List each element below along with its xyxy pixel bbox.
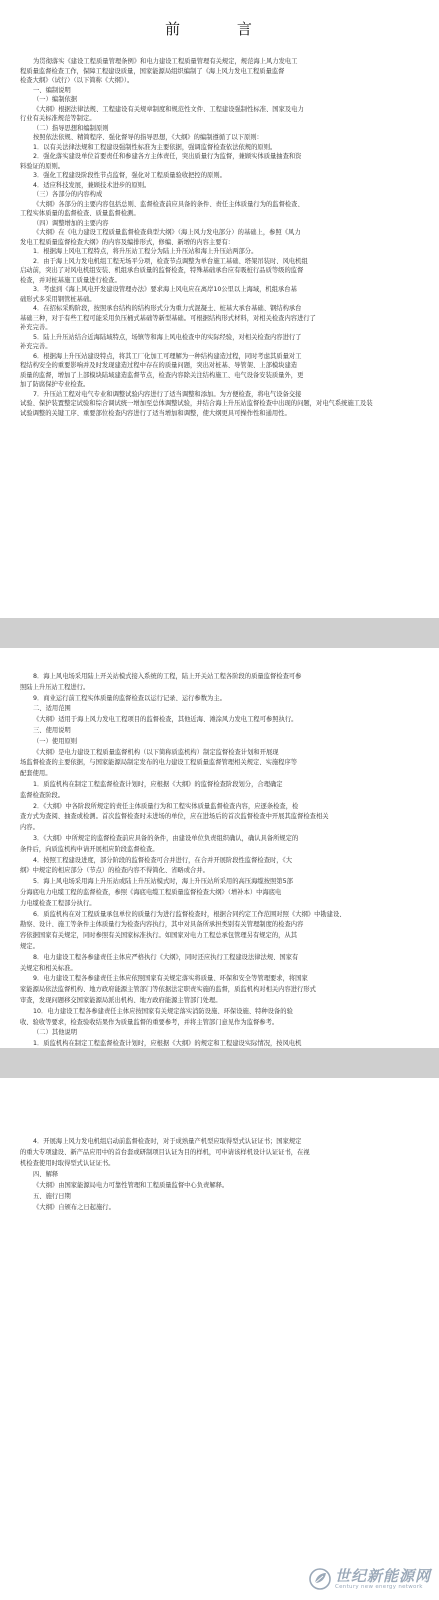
paragraph-line: 纲》中规定的相应部分（节点）的检查内容不得简化、省略或合并。: [20, 867, 209, 875]
section-heading: （二）其他说明: [33, 1029, 78, 1037]
paragraph-line: 6．质监机构在对工程质量承包单位的质量行为进行监督检查时，根据合同约定工作范围对照《大纲》中勘建设、: [33, 910, 346, 918]
page-1-content: [0, 0, 439, 418]
paragraph-line: 1．以有关法律法规和工程建设强制性标准为主要依据，强调监督检查依法依规的原则。: [33, 143, 277, 151]
document-title: 前 言: [165, 20, 278, 38]
watermark-cn: 世纪新能源网: [334, 1567, 431, 1585]
paragraph-line: 3．强化工程建设阶段性节点监督，强化对工程质量验收把控的原则。: [33, 172, 226, 179]
paragraph-line: 收、验收等要求，检查验收结果作为质量监督的重要参考，并将主管部门意见作为监督参考。: [20, 1018, 279, 1026]
paragraph-line: 力电缆检查工程部分执行。: [20, 899, 96, 907]
page-1: [0, 0, 439, 618]
paragraph-line: 7．升压站工程对电气专业和调整试验内容进行了适当调整和添加。为方便检查，将电气设备交接: [33, 390, 302, 398]
paragraph-line: 料验证的原则。: [20, 162, 65, 170]
paragraph-line: 2．《大纲》中各阶段所规定的责任主体质量行为和工程实体质量监督检查内容，应逐条检查，检: [33, 802, 299, 810]
paragraph-line: 发电工程质量监督检查大纲》的内容及编排形式，修编、新增的内容主要有：: [20, 238, 235, 246]
paragraph-line: 3．考虑到《海上风电开发建设管理办法》要求海上风电应在离岸10公里以上海域，机组承台基: [33, 286, 297, 293]
paragraph-line: 家能源局依法监督机构、地方政府能源主管部门等依据法定职责实施的监督，质监机构对相关内容进行形式: [20, 986, 316, 994]
paragraph-line: 《大纲》是电力建设工程质量监督机构（以下简称质监机构）制定监督检查计划和开展现: [33, 748, 279, 756]
paragraph-line: 场监督检查的主要依据，与国家能源局制定发布的电力建设工程质量监督管理相关规定、实施程序等: [20, 759, 298, 767]
paragraph-line: 规定。: [20, 942, 39, 950]
paragraph-line: 审查，发现问题移交国家能源局派出机构、地方政府能源主管部门处理。: [20, 996, 222, 1004]
paragraph-line: 按照依法依规、精简程序、强化督导的指导思想，《大纲》的编制遵循了以下原则：: [33, 134, 263, 141]
paragraph-line: 加了防腐保护专业检查。: [20, 381, 90, 388]
paragraph-line: 勘察、设计、施工等条件主体质量行为检查内容执行，其中对具备所承担类别有关管理制度的检查内容: [20, 921, 304, 929]
watermark-logo: [309, 1568, 431, 1590]
paragraph-line: 5．海上风电场采用海上升压站或陆上升压站模式时，海上升压站所采用的高压海缆按照第5部: [33, 878, 293, 886]
paragraph-line: 1．质监机构在制定工程监督检查计划时，应根据《大纲》的监督检查阶段划分，合理确定: [33, 780, 283, 788]
watermark-text: [335, 1568, 431, 1590]
page-gap: [0, 618, 439, 648]
paragraph-line: 9．电力建设工程各参建责任主体应依照国家有关规定落实将质量、环保和安全等管理要求，将国家: [33, 975, 308, 983]
section-heading: （一）编制依据: [33, 96, 78, 103]
section-heading: 二、适用范围: [33, 705, 71, 713]
section-heading: （一）使用原则: [33, 737, 78, 745]
paragraph-line: 1．根据海上风电工程特点，将升压站工程分为陆上升压站和海上升压站两部分。: [33, 248, 258, 255]
section-heading: 三、使用说明: [33, 726, 71, 734]
section-heading: 四、解释: [33, 1171, 59, 1178]
section-heading: 一、编制说明: [33, 86, 71, 94]
page-1-body: [20, 57, 423, 418]
watermark-en: Century new energy network: [334, 1584, 423, 1590]
paragraph-line: 的重大专项建设、新产品应用中的首台套或研制项目认证为目的样机，可申请该样机设计认证证书，在视: [20, 1149, 310, 1156]
paragraph-line: 《大纲》根据法律法规、工程建设有关规章制度和规范性文件、工程建设强制性标准、国家及电力: [33, 105, 304, 113]
paragraph-line: 4．在招标采购阶段，按照承台结构的结构形式分为重力式混凝土、桩基大承台基础、钢结构承台: [33, 305, 302, 312]
paragraph-line: 4．适应科技发展，兼顾技术进步的原则。: [33, 181, 151, 189]
paragraph-line: 照陆上升压站工程进行。: [20, 683, 90, 691]
page-3: [0, 1078, 439, 1600]
paragraph-line: 补充完善。: [20, 324, 52, 331]
section-heading: （二）指导思想和编制原则: [33, 124, 109, 132]
page-gap: [0, 1048, 439, 1078]
paragraph-line: 分海底电力电缆工程的监督检查，参照《海底电缆工程质量监督检查大纲》（增补本）中海底电: [20, 888, 282, 896]
paragraph-line: 检查大纲》（试行）（以下简称《大纲》）。: [20, 77, 134, 84]
paragraph-line: 《大纲》在《电力建设工程质量监督检查典型大纲》（海上风力发电部分）的基础上，参照《风力: [33, 229, 301, 236]
paragraph-line: 内容。: [20, 824, 39, 832]
paragraph-line: 8．海上风电场采用陆上开关站模式接入系统的工程，陆上开关站工程各阶段的质量监督检查可参: [33, 673, 302, 680]
paragraph-line: 监督检查阶段。: [20, 791, 65, 799]
section-heading: （四）调整增加的主要内容: [33, 219, 109, 227]
leaf-logo-icon: [309, 1568, 331, 1590]
paragraph-line: 工程实体质量的监督检查、质量监督检测。: [20, 210, 140, 217]
paragraph-line: 程质量监督检查工作，保障工程建设质量，国家能源局组织编制了《海上风力发电工程质量监督: [20, 67, 285, 75]
section-heading: （三）各部分的内容构成: [33, 191, 103, 198]
paragraph-line: 基础三种，对于有些工程可能采用负压桶式基础等新型基础。可根据结构形式材料，对相关检查内容进行了: [20, 314, 316, 322]
paragraph-line: 8．电力建设工程各参建责任主体应严格执行《大纲》，同时还应执行工程建设法律法规、国家有: [33, 953, 299, 961]
paragraph-line: 条件后，向质监机构申请开展相应阶段监督检查。: [20, 845, 159, 853]
paragraph-line: 《大纲》由国家能源局电力可靠性管理和工程质量监督中心负责解释。: [33, 1182, 229, 1189]
paragraph-line: 查方式为查阅、抽查或检测。首次监督检查时未进场的单位，应在进场后的首次监督检查中开展其监督检查相关: [20, 813, 329, 821]
page-2: [0, 648, 439, 1048]
page-3-content: [0, 1078, 439, 1213]
paragraph-line: 5．陆上升压站结合近海陆域特点，场镇等和海上风电检查中的实际经验，对相关检查内容进行了: [33, 333, 302, 341]
paragraph-line: 《大纲》适用于海上风力发电工程项目的监督检查，其他近海、滩涂风力发电工程可参照执行。: [33, 716, 298, 724]
paragraph-line: 2．由于海上风力发电机组工程无场平分项，检查节点调整为单台施工基础、塔架吊装时、风电机组: [33, 257, 308, 265]
paragraph-line: 容依据国家有关规定，同时参照有关国家标准执行。如国家对电力工程总承包管理另有规定的，从其: [20, 932, 298, 940]
paragraph-line: 4．按照工程建设进度，部分阶段的监督检查可合并进行，在合并开展阶段性监督检查时，《大: [33, 856, 293, 864]
paragraph-line: 2．强化落实建设单位首要责任和参建各方主体责任，突出质量行为监督，兼顾实体质量抽查和资: [33, 153, 302, 160]
paragraph-line: 质量的监督，增加了上部模块陆域建造监督节点，检查内容除关注结构施工、电气设备安装质量外，更: [20, 371, 304, 379]
paragraph-line: 9．商业运行前工程实体质量的监督检查以运行记录、运行参数为主。: [33, 694, 226, 702]
paragraph-line: 关规定和相关标准。: [20, 964, 77, 972]
paragraph-line: 试验调整的关键工序、重要部位检查内容进行了适当增加和调整，使大纲更具可操作性和通用性。: [20, 409, 291, 417]
paragraph-line: 础形式多采用钢管桩基础。: [20, 295, 96, 303]
paragraph-line: 补充完善。: [20, 343, 52, 350]
section-heading: 五、施行日期: [33, 1193, 71, 1200]
paragraph-line: 《大纲》各部分的主要内容包括总则、监督检查前应具备的条件、责任主体质量行为的监督检查、: [33, 200, 304, 208]
paragraph-line: 4．开展海上风力发电机组启动前监督检查时，对于成熟量产机型应取得型式认证证书；国家规定: [33, 1138, 302, 1145]
paragraph-line: 6．根据海上升压站建设特点，将其工厂化加工可理解为一种结构建造过程，同时考虑其质量对工: [33, 352, 302, 360]
paragraph-line: 行业有关标准规范等制定。: [20, 115, 96, 122]
paragraph-line: 启动前，突出了对风电机组安装、机组承台质量的监督检查，特殊基础承台应有吸桩行品质等级的监督: [20, 267, 304, 274]
paragraph-line: 为贯彻落实《建设工程质量管理条例》和电力建设工程质量管理有关规定，规范海上风力发电工: [33, 58, 298, 65]
paragraph-line: 程结构安全的重要影响并及时发现建造过程中存在的质量问题，突出对桩基、导管架、上部模块建造: [20, 362, 298, 369]
paragraph-line: 检查，并对桩基施工质量进行检查。: [20, 276, 121, 284]
paragraph-line: 1．质监机构在制定工程监督检查计划时，应根据《大纲》的规定和工程建设实际情况，按风电机: [33, 1040, 302, 1048]
paragraph-line: 试验、保护装置整定试验和综合调试统一增加至总体调整试验，并结合海上升压站监督检查中出现的问题，对电气系统施工及装: [20, 400, 373, 407]
paragraph-line: 机检查使用时取得型式认证证书。: [20, 1160, 115, 1167]
paragraph-line: 3．《大纲》中所规定的监督检查前应具备的条件，由建设单位负责组织确认，确认具备所规定的: [33, 834, 299, 842]
paragraph-line: 配套使用。: [20, 770, 52, 778]
page-3-body: [20, 1136, 423, 1213]
paragraph-line: 10．电力建设工程各参建责任主体应按国家有关规定落实消防设施、环保设施、特种设备的验: [33, 1007, 293, 1015]
paragraph-line: 《大纲》自颁布之日起施行。: [33, 1204, 115, 1211]
